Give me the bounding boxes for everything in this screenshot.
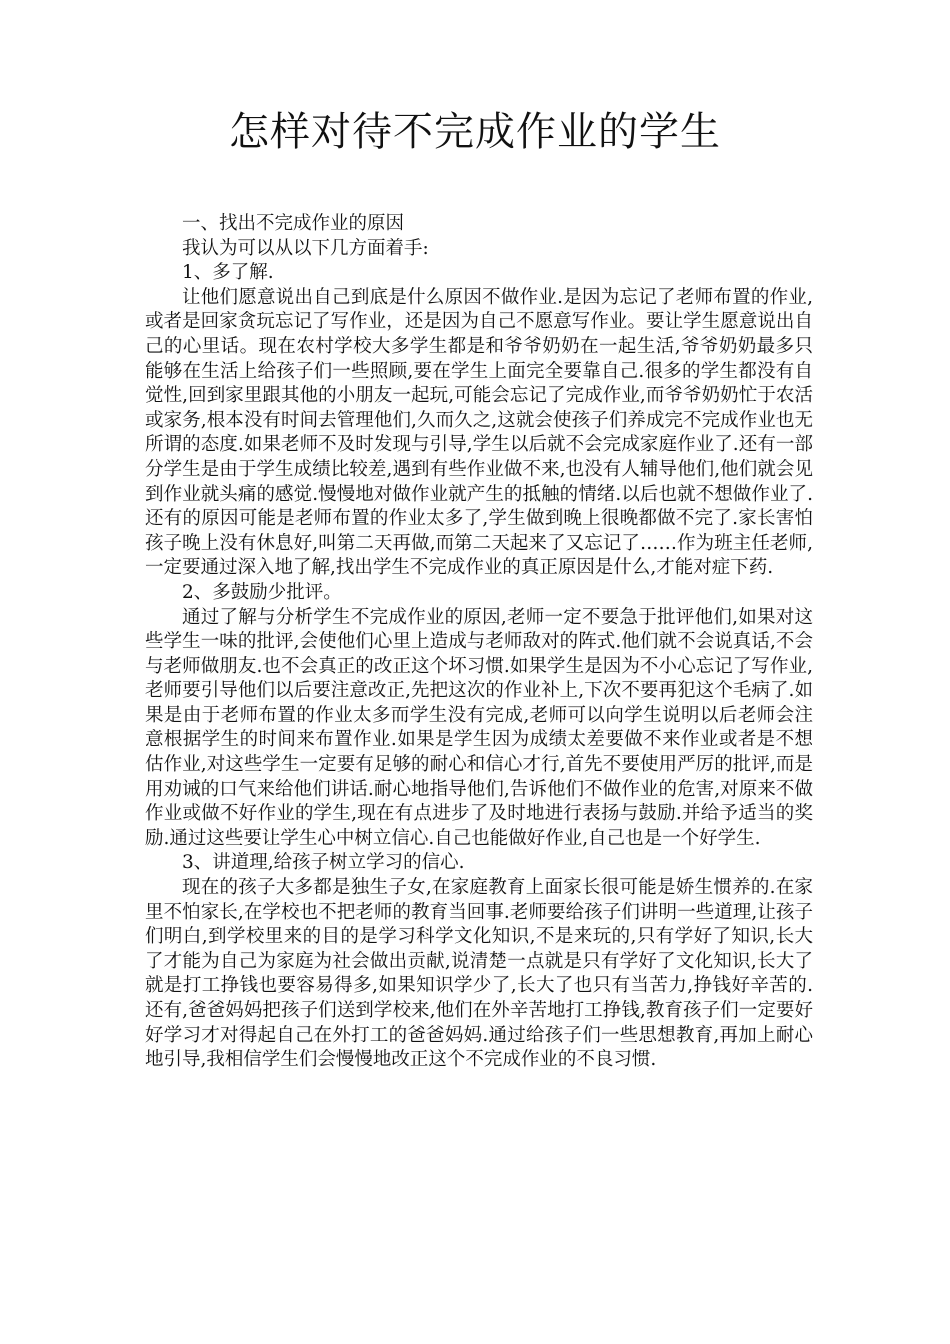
subheading-3: 3、讲道理,给孩子树立学习的信心. xyxy=(182,852,465,874)
paragraph-3: 现在的孩子大多都是独生子女,在家庭教育上面家长很可能是娇生惯养的.在家里不怕家长,在学校也不把老师的教育当回事.老师要给孩子们讲明一些道理,让孩子们明白,到学校里来的目的是学习科学文化知识,不是来玩的,只有学好了知识,长大了才能为自己为家庭为社会做出贡献,说清楚一点就是只有学好了文化知识,长大了就是打工挣钱也要容易得多,如果知识学少了,长大了也只有当苦力,挣钱好辛苦的.还有,爸爸妈妈把孩子们送到学校来,他们在外辛苦地打工挣钱,教育孩子们一定要好好学习才对得起自己在外打工的爸爸妈妈.通过给孩子们一些思想教育,再加上耐心地引导,我相信学生们会慢慢地改正这个不完成作业的不良习惯. xyxy=(145,877,813,1071)
intro-line: 我认为可以从以下几方面着手: xyxy=(182,237,429,259)
paragraph-2: 通过了解与分析学生不完成作业的原因,老师一定不要急于批评他们,如果对这些学生一味的批评,会使他们心里上造成与老师敌对的阵式.他们就不会说真话,不会与老师做朋友.也不会真正的改正这个坏习惯.如果学生是因为不小心忘记了写作业,老师要引导他们以后要注意改正,先把这次的作业补上,下次不要再犯这个毛病了.如果是由于老师布置的作业太多而学生没有完成,老师可以向学生说明以后老师会注意根据学生的时间来布置作业.如果是学生因为成绩太差要做不来作业或者是不想估作业,对这些学生一定要有足够的耐心和信心才行,首先不要使用严厉的批评,而是用劝诫的口气来给他们讲话.耐心地指导他们,告诉他们不做作业的危害,对原来不做作业或做不好作业的学生,现在有点进步了及时地进行表扬与鼓励.并给予适当的奖励.通过这些要让学生心中树立信心.自己也能做好作业,自己也是一个好学生. xyxy=(145,606,813,849)
subheading-1: 1、多了解. xyxy=(182,262,274,284)
document-title: 怎样对待不完成作业的学生 xyxy=(229,109,721,155)
subheading-2: 2、多鼓励少批评。 xyxy=(182,581,342,603)
paragraph-1: 让他们愿意说出自己到底是什么原因不做作业.是因为忘记了老师布置的作业,或者是回家贪玩忘记了写作业，还是因为自己不愿意写作业。要让学生愿意说出自己的心里话。现在农村学校大多学生都是和爷爷奶奶在一起生活,爷爷奶奶最多只能够在生活上给孩子们一些照顾,要在学生上面完全要靠自己.很多的学生都没有自觉性,回到家里跟其他的小朋友一起玩,可能会忘记了完成作业,而爷爷奶奶忙于农活或家务,根本没有时间去管理他们,久而久之,这就会使孩子们养成完不完成作业也无所谓的态度.如果老师不及时发现与引导,学生以后就不会完成家庭作业了.还有一部分学生是由于学生成绩比较差,遇到有些作业做不来,也没有人辅导他们,他们就会见到作业就头痛的感觉.慢慢地对做作业就产生的抵触的情绪.以后也就不想做作业了.还有的原因可能是老师布置的作业太多了,学生做到晚上很晚都做不完了.家长害怕孩子晚上没有休息好,叫第二天再做,而第二天起来了又忘记了……作为班主任老师,一定要通过深入地了解,找出学生不完成作业的真正原因是什么,才能对症下药. xyxy=(145,286,813,579)
section-heading-1: 一、找出不完成作业的原因 xyxy=(182,213,405,234)
document-body xyxy=(145,212,813,1073)
